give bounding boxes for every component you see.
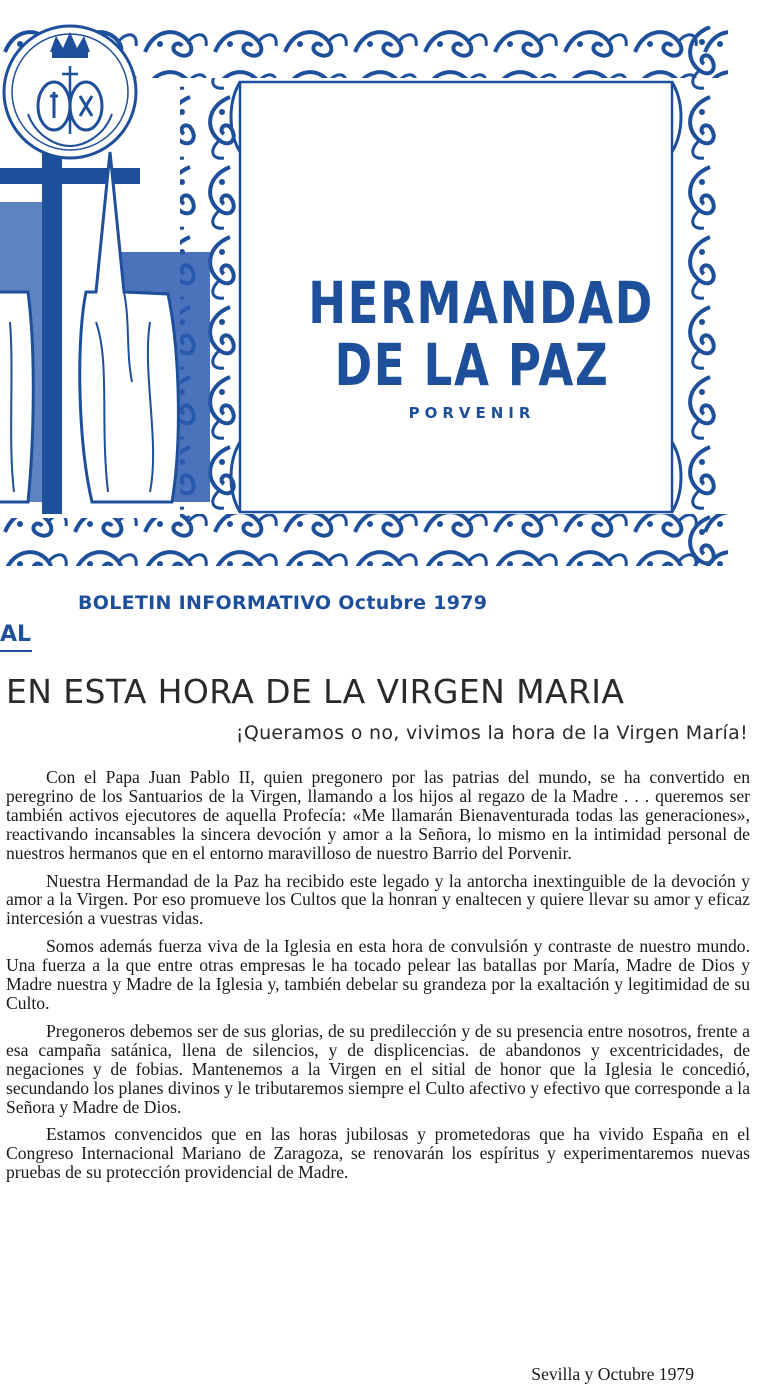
article-headline: EN ESTA HORA DE LA VIRGEN MARIA: [6, 672, 625, 711]
paragraph: Somos además fuerza viva de la Iglesia en esta hora de convulsión y contraste de nuestro mundo. Una fuerza a la que entre otras empresas le ha tocado pelear las batallas por María, Madre de Dios y Madre nuestra y Madre de la Iglesia y, también debelar su grandeza por la exaltación y legitimidad de su Culto.: [6, 936, 750, 1013]
paragraph: Con el Papa Juan Pablo II, quien pregonero por las patrias del mundo, se ha convertido en peregrino de los Santuarios de la Virgen, llamando a los hijos al regazo de la Madre . . . queremos ser también activos ejecutores de aquella Profecía: «Me llamarán Bienaventurada todas las generaciones», reactivando incansables la sincera devoción y amor a la Señora, lo mismo en la intimidad personal de nuestros hermanos que en el entorno maravilloso de nuestro Barrio del Porvenir.: [6, 767, 750, 863]
brotherhood-seal-icon: [0, 22, 140, 162]
article-body: [6, 768, 750, 1191]
paragraph: Nuestra Hermandad de la Paz ha recibido este legado y la antorcha inextinguible de la devoción y amor a la Virgen. Por eso promueve los Cultos que la honran y enaltecen y quiere llevar su amor y eficaz intercesión a vuestras vidas.: [6, 870, 750, 929]
paragraph: Estamos convencidos que en las horas jubilosas y prometedoras que ha vivido España en el Congreso Internacional Mariano de Zaragoza, se renovarán los espíritus y experimentaremos nuevas pruebas de su protección providencial de Madre.: [6, 1124, 750, 1183]
title-line-2: DE LA PAZ: [334, 331, 610, 399]
section-fragment: AL: [0, 622, 32, 652]
bulletin-line: BOLETIN INFORMATIVO Octubre 1979: [78, 592, 488, 614]
title-line-1: HERMANDAD: [308, 269, 654, 337]
masthead: [0, 22, 728, 570]
subtitle: PORVENIR: [408, 404, 536, 422]
article-subhead: ¡Queramos o no, vivimos la hora de la Virgen María!: [235, 722, 748, 744]
signature-date: Sevilla y Octubre 1979: [531, 1364, 694, 1384]
paragraph: Pregoneros debemos ser de sus glorias, de su predilección y de su presencia entre nosotros, frente a esa campaña satánica, llena de silencios, y de displicencias. de abandonos y excentricidades, de negaciones y de fobias. Mantenemos a la Virgen en el sitial de honor que la Iglesia le concedió, secundando los planes divinos y le tributaremos siempre el Culto afectivo y efectivo que corresponde a la Señora y Madre de Dios.: [6, 1020, 750, 1117]
title-block: [262, 269, 682, 422]
